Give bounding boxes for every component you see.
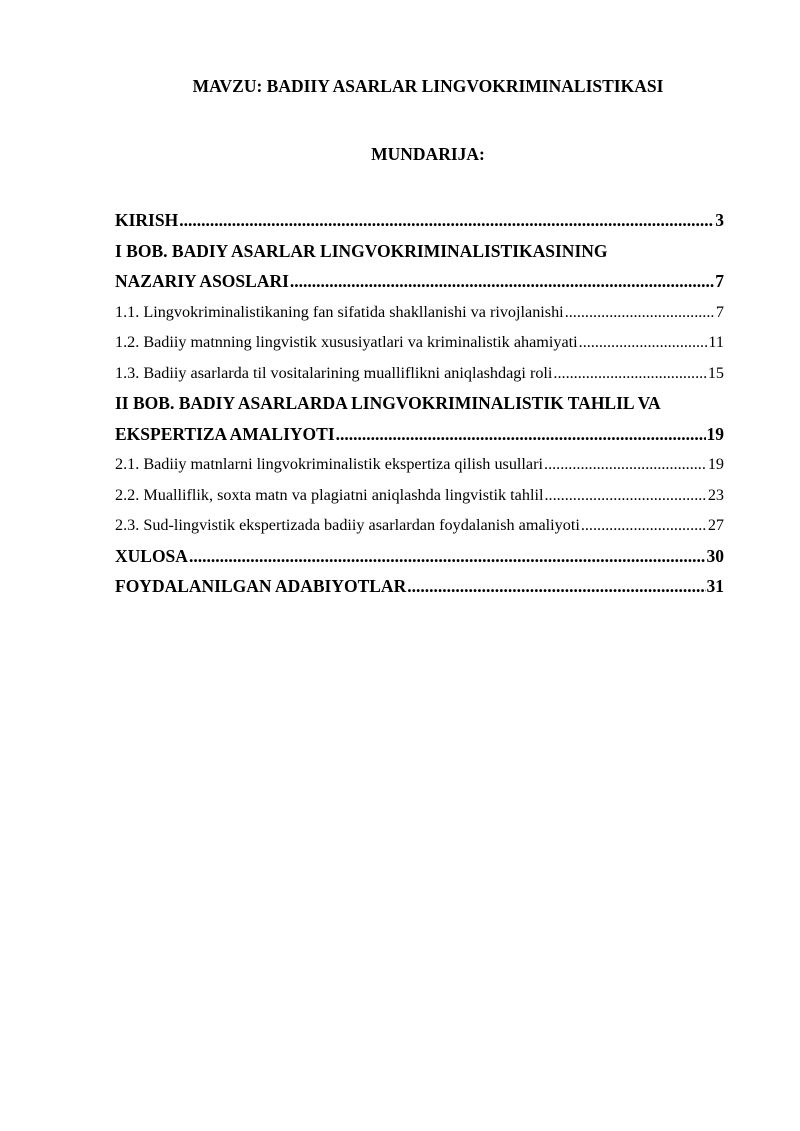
toc-chapter1-heading[interactable] bbox=[115, 236, 724, 267]
toc-entry-2-2[interactable] bbox=[115, 480, 724, 511]
toc-entry-title: 2.3. Sud-lingvistik ekspertizada badiiy asarlardan foydalanish amaliyoti bbox=[115, 516, 580, 534]
toc-leader-dots bbox=[407, 571, 705, 602]
toc-entry-2-3[interactable] bbox=[115, 510, 724, 541]
toc-entry-title: 2.1. Badiiy matnlarni lingvokriminalistik ekspertiza qilish usullari bbox=[115, 455, 544, 473]
toc-chapter1-heading-continued[interactable] bbox=[115, 266, 724, 297]
toc-leader-dots bbox=[336, 419, 706, 450]
toc-leader-dots bbox=[290, 266, 714, 297]
toc-entry-title: FOYDALANILGAN ADABIYOTLAR bbox=[115, 576, 407, 596]
toc-entry-title: KIRISH bbox=[115, 210, 179, 230]
toc-entry-page: 15 bbox=[707, 363, 724, 382]
toc-entry-title: 1.2. Badiiy matnning lingvistik xususiyatlari va kriminalistik ahamiyati bbox=[115, 333, 578, 351]
toc-entry-page: 11 bbox=[708, 333, 724, 351]
toc-leader-dots bbox=[579, 327, 708, 358]
toc-leader-dots bbox=[179, 205, 714, 236]
topic-title: MAVZU: BADIIY ASARLAR LINGVOKRIMINALISTIKASI bbox=[192, 76, 664, 96]
toc-entry-title: II BOB. BADIY ASARLARDA LINGVOKRIMINALISTIK TAHLIL VA bbox=[115, 393, 661, 413]
contents-heading: MUNDARIJA: bbox=[371, 144, 485, 164]
toc-entry-title: EKSPERTIZA AMALIYOTI bbox=[115, 423, 335, 444]
toc-entry-title: I BOB. BADIY ASARLAR LINGVOKRIMINALISTIKASINING bbox=[115, 240, 608, 261]
toc-leader-dots bbox=[553, 358, 706, 389]
toc-chapter2-heading[interactable] bbox=[115, 388, 724, 419]
toc-entry-2-1[interactable] bbox=[115, 449, 724, 480]
toc-leader-dots bbox=[565, 297, 715, 328]
toc-entry-page: 23 bbox=[707, 485, 724, 504]
toc-entry-1-2[interactable] bbox=[115, 327, 724, 358]
toc-entry-page: 30 bbox=[706, 545, 724, 566]
toc-entry-1-1[interactable] bbox=[115, 297, 724, 328]
toc-entry-references[interactable] bbox=[115, 571, 724, 602]
toc-entry-title: NAZARIY ASOSLARI bbox=[115, 271, 289, 291]
toc-entry-page: 3 bbox=[715, 210, 724, 230]
toc-entry-page: 27 bbox=[707, 516, 724, 534]
toc-entry-title: 1.1. Lingvokriminalistikaning fan sifatida shakllanishi va rivojlanishi bbox=[115, 302, 564, 321]
table-of-contents bbox=[115, 205, 724, 602]
toc-leader-dots bbox=[189, 541, 706, 572]
toc-chapter2-heading-continued[interactable] bbox=[115, 419, 724, 450]
toc-leader-dots bbox=[544, 480, 706, 511]
toc-entry-page: 19 bbox=[706, 423, 724, 444]
toc-entry-1-3[interactable] bbox=[115, 358, 724, 389]
toc-entry-title: XULOSA bbox=[115, 545, 188, 566]
toc-entry-conclusion[interactable] bbox=[115, 541, 724, 572]
toc-entry-page: 31 bbox=[706, 576, 724, 596]
toc-leader-dots bbox=[544, 449, 707, 480]
toc-leader-dots bbox=[581, 510, 707, 541]
toc-entry-page: 7 bbox=[715, 302, 724, 321]
toc-entry-page: 7 bbox=[715, 271, 724, 291]
toc-entry-title: 1.3. Badiiy asarlarda til vositalarining muallifliknі aniqlashdagi roli bbox=[115, 363, 553, 382]
toc-entry-title: 2.2. Mualliflik, soxta matn va plagiatni aniqlashda lingvistik tahlil bbox=[115, 485, 544, 504]
toc-entry-page: 19 bbox=[707, 455, 724, 473]
toc-entry-intro[interactable] bbox=[115, 205, 724, 236]
